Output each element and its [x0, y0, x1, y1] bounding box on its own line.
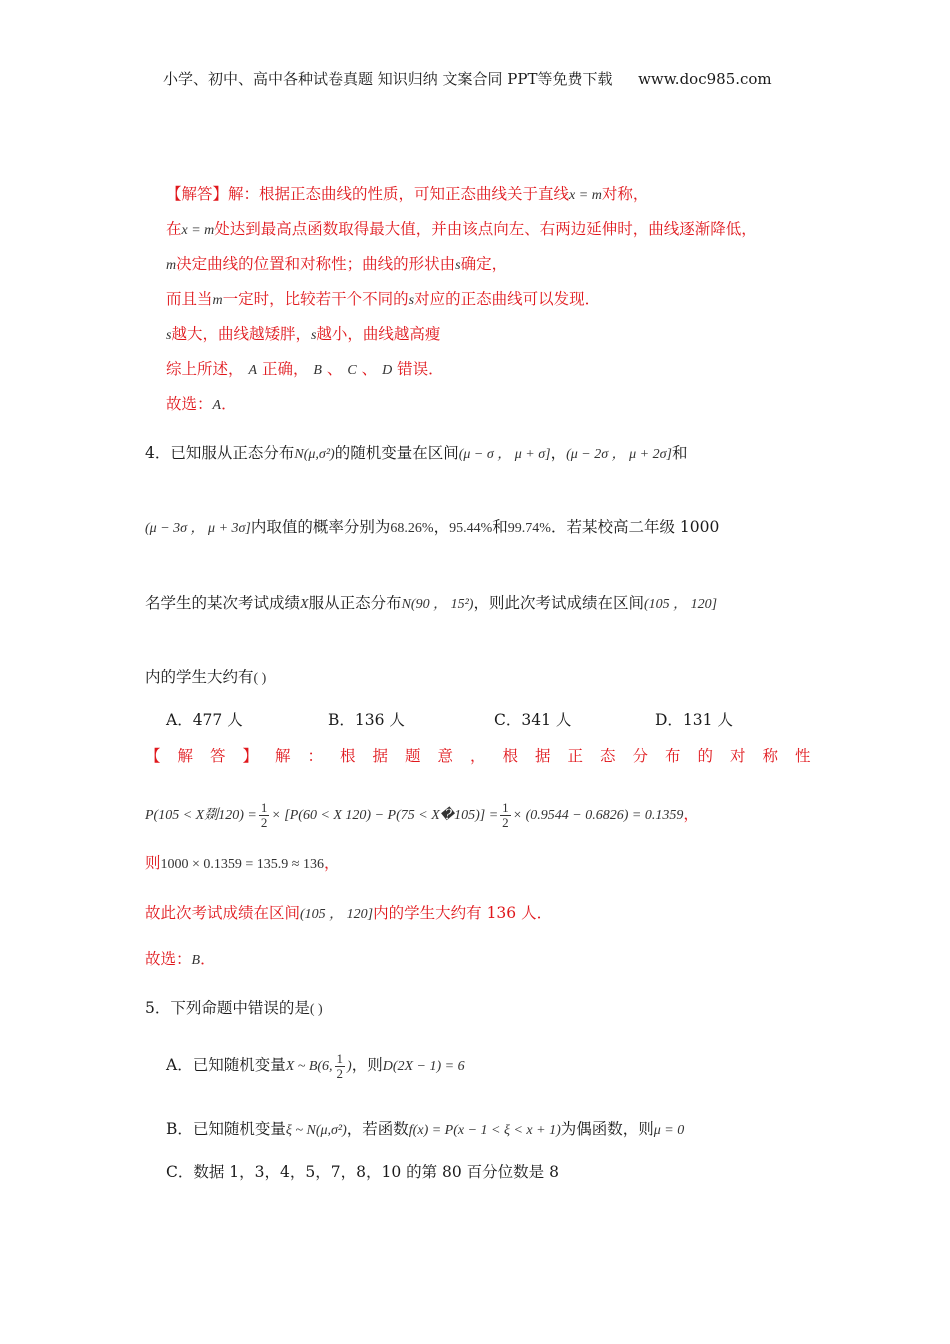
- q4-formula: P(105 < X剟120) = $\frac{1}{2}$ × [P(60 < X 120) − P(75 < X�105)] = $\frac{1}{2}$ × (0.9544 − 0.6826) = 0.1359，: [145, 799, 699, 830]
- header-text: 小学、初中、高中各种试卷真题 知识归纳 文案合同 PPT等免费下载: [163, 70, 613, 88]
- q4-option-d[interactable]: D．131 人: [655, 711, 733, 729]
- question-number: 4．: [145, 444, 171, 462]
- q4-line-1: 4．已知服从正态分布N(μ,σ²)的随机变量在区间(μ − σ ， μ + σ]，(μ − 2σ ， μ + 2σ]和: [145, 444, 688, 462]
- q4-line-2: (μ − 3σ ， μ + 3σ]内取值的概率分别为68.26%，95.44%和99.74%．若某校高二年级 1000: [145, 518, 720, 536]
- q3-answer-line-1: 【解答】解：根据正态曲线的性质，可知正态曲线关于直线x = m对称，: [166, 185, 649, 203]
- answer-tag: 【解答】: [145, 747, 276, 765]
- fraction-one-half: $\frac{1}{2}$: [336, 1050, 344, 1081]
- q4-answer-line-4: 故此次考试成绩在区间(105 ， 120]内的学生大约有 136 人．: [145, 904, 553, 922]
- question-number: 5．: [145, 999, 171, 1017]
- fraction-one-half: $\frac{1}{2}$: [502, 799, 509, 830]
- q4-option-b[interactable]: B．136 人: [328, 711, 405, 729]
- q5-option-b[interactable]: B．已知随机变量ξ ~ N(μ,σ²)，若函数f(x) = P(x − 1 < ξ < x + 1)为偶函数，则μ = 0: [166, 1120, 685, 1138]
- header-url[interactable]: www.doc985.com: [638, 70, 772, 88]
- q4-option-c[interactable]: C．341 人: [494, 711, 572, 729]
- q4-answer-line-1: 【解答】解：根据题意，根据正态分布的对称性: [145, 747, 828, 765]
- q3-answer-line-4: 而且当m一定时，比较若干个不同的s对应的正态曲线可以发现．: [166, 290, 601, 308]
- q5-option-a[interactable]: A．已知随机变量X ~ B(6, $\frac{1}{2}$ )，则D(2X − 1) = 6: [166, 1050, 465, 1081]
- q5-option-c[interactable]: C．数据 1，3，4，5，7，8，10 的第 80 百分位数是 8: [166, 1163, 559, 1181]
- answer-tag: 【解答】: [166, 185, 229, 203]
- header-banner: [163, 68, 772, 90]
- q3-choose: 故选：A．: [166, 395, 237, 413]
- q4-answer-line-3: 则1000 × 0.1359 = 135.9 ≈ 136，: [145, 854, 340, 872]
- q3-answer-line-3: m决定曲线的位置和对称性；曲线的形状由s确定，: [166, 255, 508, 273]
- q5-stem: 5．下列命题中错误的是( ): [145, 999, 323, 1017]
- fraction-one-half: $\frac{1}{2}$: [260, 799, 268, 830]
- q4-option-a[interactable]: A．477 人: [166, 711, 243, 729]
- q4-line-4: 内的学生大约有( ): [145, 668, 267, 686]
- q3-answer-line-5: s越大，曲线越矮胖，s越小，曲线越高瘦: [166, 325, 441, 343]
- q3-answer-line-6: 综上所述， A 正确， B 、 C 、 D 错误．: [166, 360, 444, 378]
- q4-line-3: 名学生的某次考试成绩X服从正态分布N(90 ， 15²)，则此次考试成绩在区间(105 ， 120]: [145, 594, 718, 612]
- q4-choose: 故选：B．: [145, 950, 216, 968]
- q3-answer-line-2: 在x = m处达到最高点函数取得最大值，并由该点向左、右两边延伸时，曲线逐渐降低，: [166, 220, 757, 238]
